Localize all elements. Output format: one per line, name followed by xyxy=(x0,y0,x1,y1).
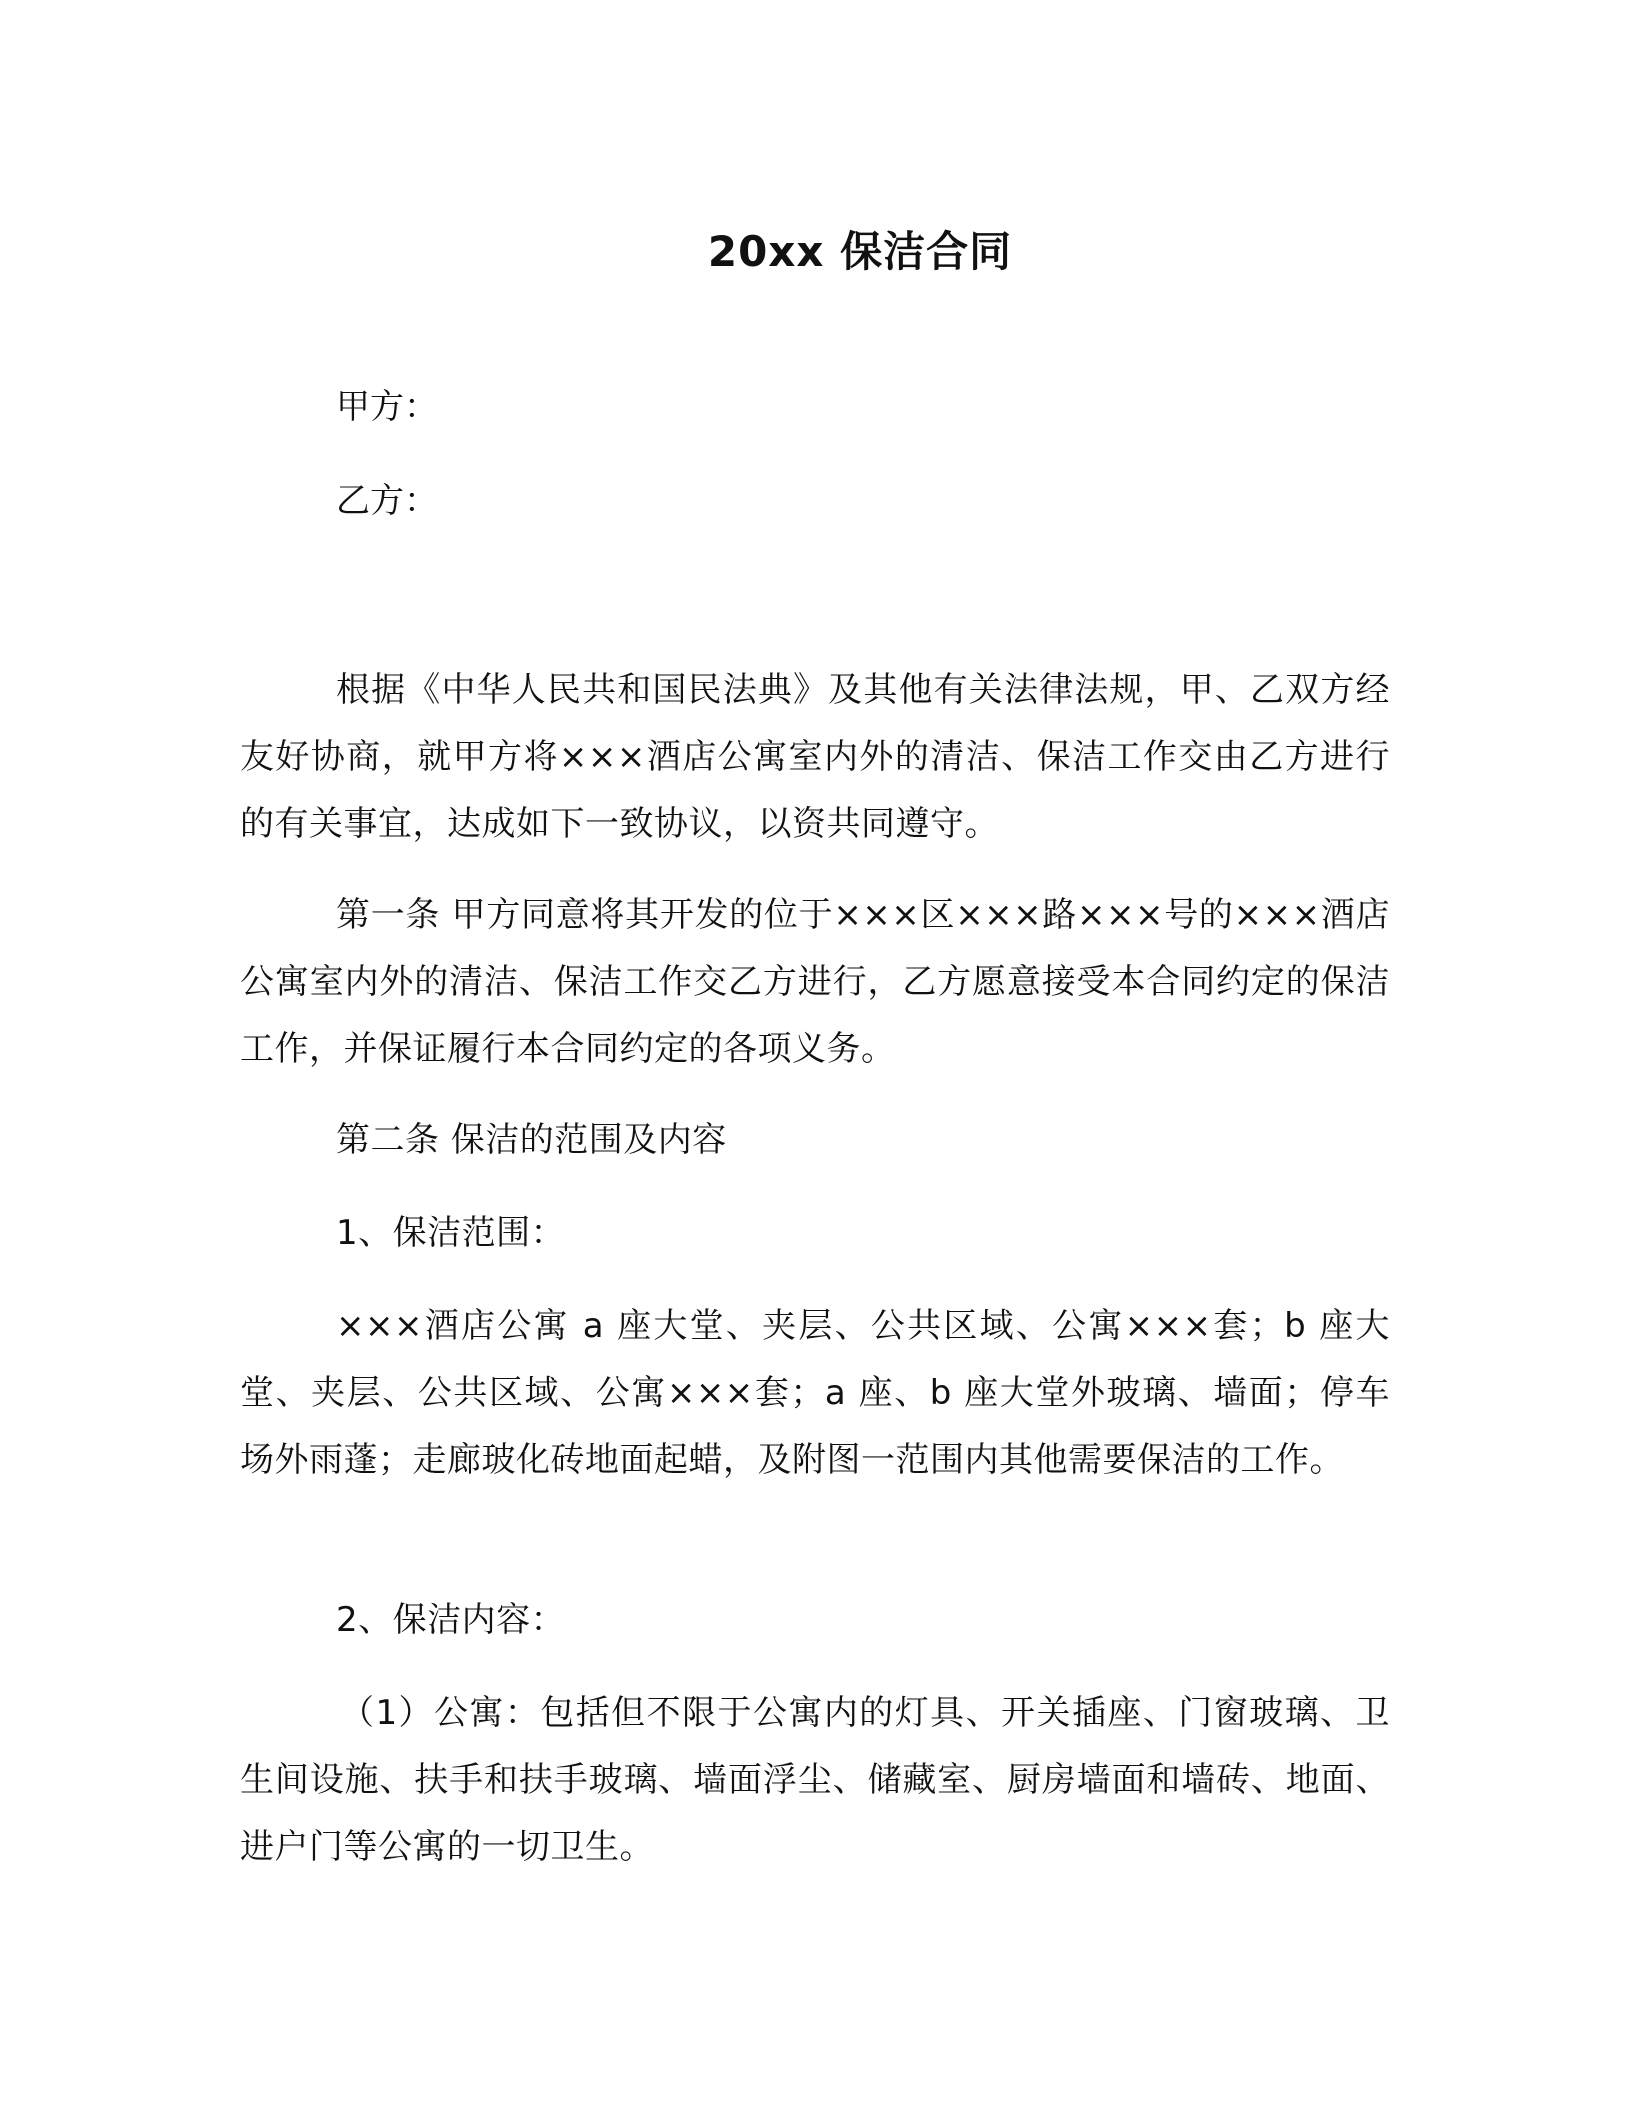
cleaning-scope-heading: 1、保洁范围： xyxy=(336,1213,566,1253)
party-b-label: 乙方： xyxy=(336,481,438,521)
party-a-label: 甲方： xyxy=(336,387,438,427)
document-title: 20xx 保洁合同 xyxy=(707,227,1013,276)
apartment-cleaning-paragraph: （1）公寓：包括但不限于公寓内的灯具、开关插座、门窗玻璃、卫生间设施、扶手和扶手玻璃、墙面浮尘、储藏室、厨房墙面和墙砖、地面、进户门等公寓的一切卫生。 xyxy=(240,1693,1390,1867)
article-one-paragraph: 第一条 甲方同意将其开发的位于×××区×××路×××号的×××酒店公寓室内外的清洁、保洁工作交乙方进行，乙方愿意接受本合同约定的保洁工作，并保证履行本合同约定的各项义务。 xyxy=(240,895,1390,1069)
cleaning-content-heading: 2、保洁内容： xyxy=(336,1600,566,1640)
preamble-paragraph: 根据《中华人民共和国民法典》及其他有关法律法规，甲、乙双方经友好协商，就甲方将×××酒店公寓室内外的清洁、保洁工作交由乙方进行的有关事宜，达成如下一致协议，以资共同遵守。 xyxy=(240,670,1390,844)
article-two-heading: 第二条 保洁的范围及内容 xyxy=(336,1120,727,1160)
cleaning-scope-paragraph: ×××酒店公寓 a 座大堂、夹层、公共区域、公寓×××套；b 座大堂、夹层、公共区域、公寓×××套；a 座、b 座大堂外玻璃、墙面；停车场外雨蓬；走廊玻化砖地面起蜡，及附图一范围内其他需要保洁的工作。 xyxy=(240,1306,1390,1480)
